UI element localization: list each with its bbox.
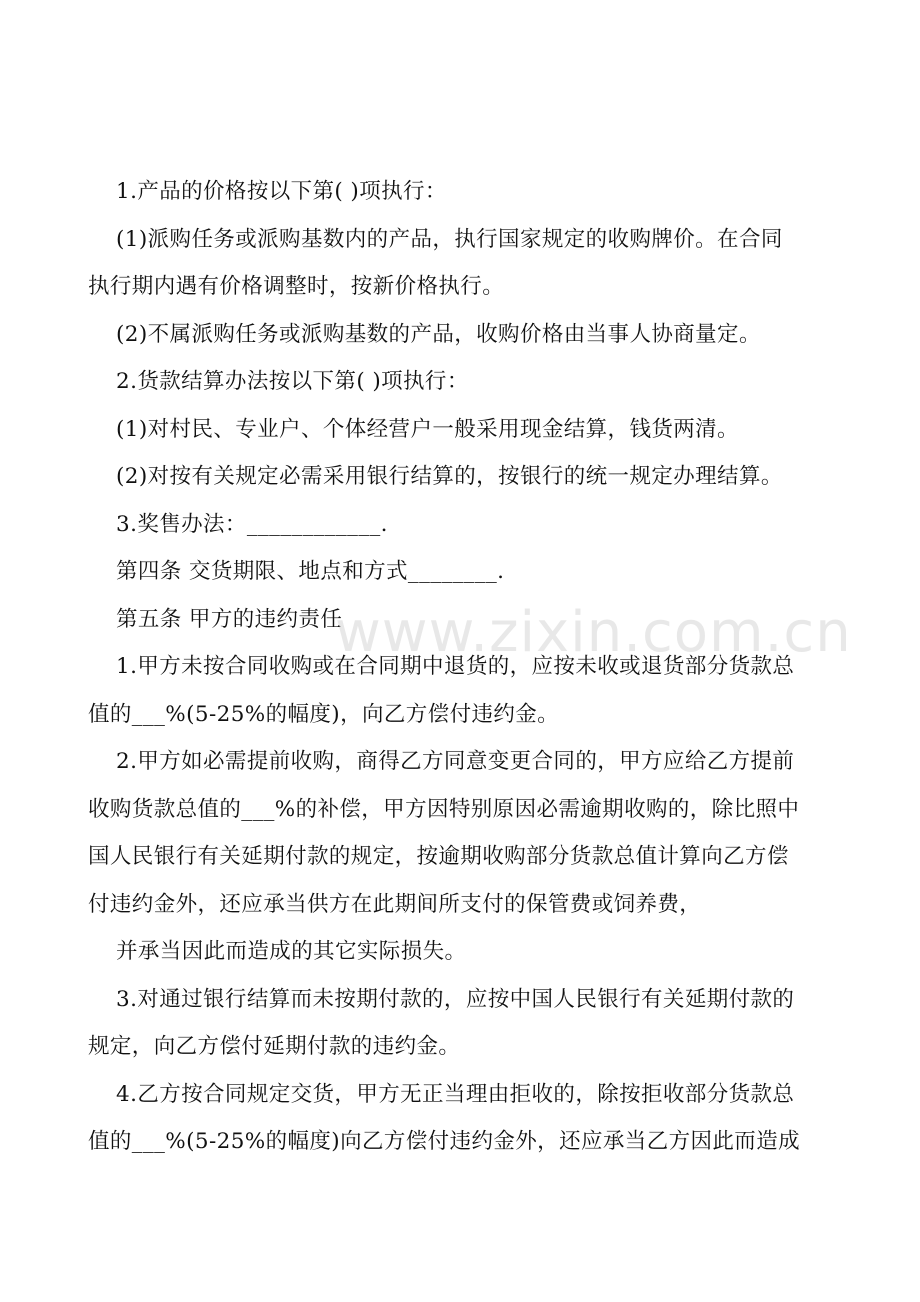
text-line: (2)不属派购任务或派购基数的产品，收购价格由当事人协商量定。 — [116, 321, 761, 347]
text-line: 值的___%(5-25%的幅度)，向乙方偿付违约金。 — [88, 701, 560, 727]
text-line: 国人民银行有关延期付款的规定，按逾期收购部分货款总值计算向乙方偿 — [88, 844, 789, 869]
text-line: 1.甲方未按合同收购或在合同期中退货的，应按未收或退货部分货款总 — [116, 654, 795, 679]
text-line: 4.乙方按合同规定交货，甲方无正当理由拒收的，除按拒收部分货款总 — [116, 1081, 795, 1107]
text-line: 第五条 甲方的违约责任 — [116, 606, 343, 632]
watermark: www.zixin.com.cn — [335, 600, 852, 665]
text-line: 并承当因此而造成的其它实际损失。 — [116, 939, 467, 964]
text-line: 2.甲方如必需提前收购，商得乙方同意变更合同的，甲方应给乙方提前 — [116, 749, 795, 774]
text-line: (1)派购任务或派购基数内的产品，执行国家规定的收购牌价。在合同 — [116, 226, 783, 252]
text-line: 第四条 交货期限、地点和方式________. — [116, 559, 505, 584]
text-line: (1)对村民、专业户、个体经营户一般采用现金结算，钱货两清。 — [116, 416, 739, 442]
text-line: 规定，向乙方偿付延期付款的违约金。 — [88, 1034, 461, 1059]
text-line: 收购货款总值的___%的补偿，甲方因特别原因必需逾期收购的，除比照中 — [88, 796, 800, 822]
text-line: 2.货款结算办法按以下第( )项执行： — [116, 369, 469, 394]
text-line: 执行期内遇有价格调整时，按新价格执行。 — [88, 274, 505, 299]
contract-text — [88, 168, 834, 1166]
text-line: 付违约金外，还应承当供方在此期间所支付的保管费或饲养费， — [88, 891, 702, 917]
text-line: 3.奖售办法：____________. — [116, 511, 388, 537]
text-line: 1.产品的价格按以下第( )项执行： — [116, 179, 447, 204]
text-line: (2)对按有关规定必需采用银行结算的，按银行的统一规定办理结算。 — [116, 464, 783, 489]
text-line: 3.对通过银行结算而未按期付款的，应按中国人民银行有关延期付款的 — [116, 986, 795, 1012]
text-line: 值的___%(5-25%的幅度)向乙方偿付违约金外，还应承当乙方因此而造成 — [88, 1129, 800, 1154]
